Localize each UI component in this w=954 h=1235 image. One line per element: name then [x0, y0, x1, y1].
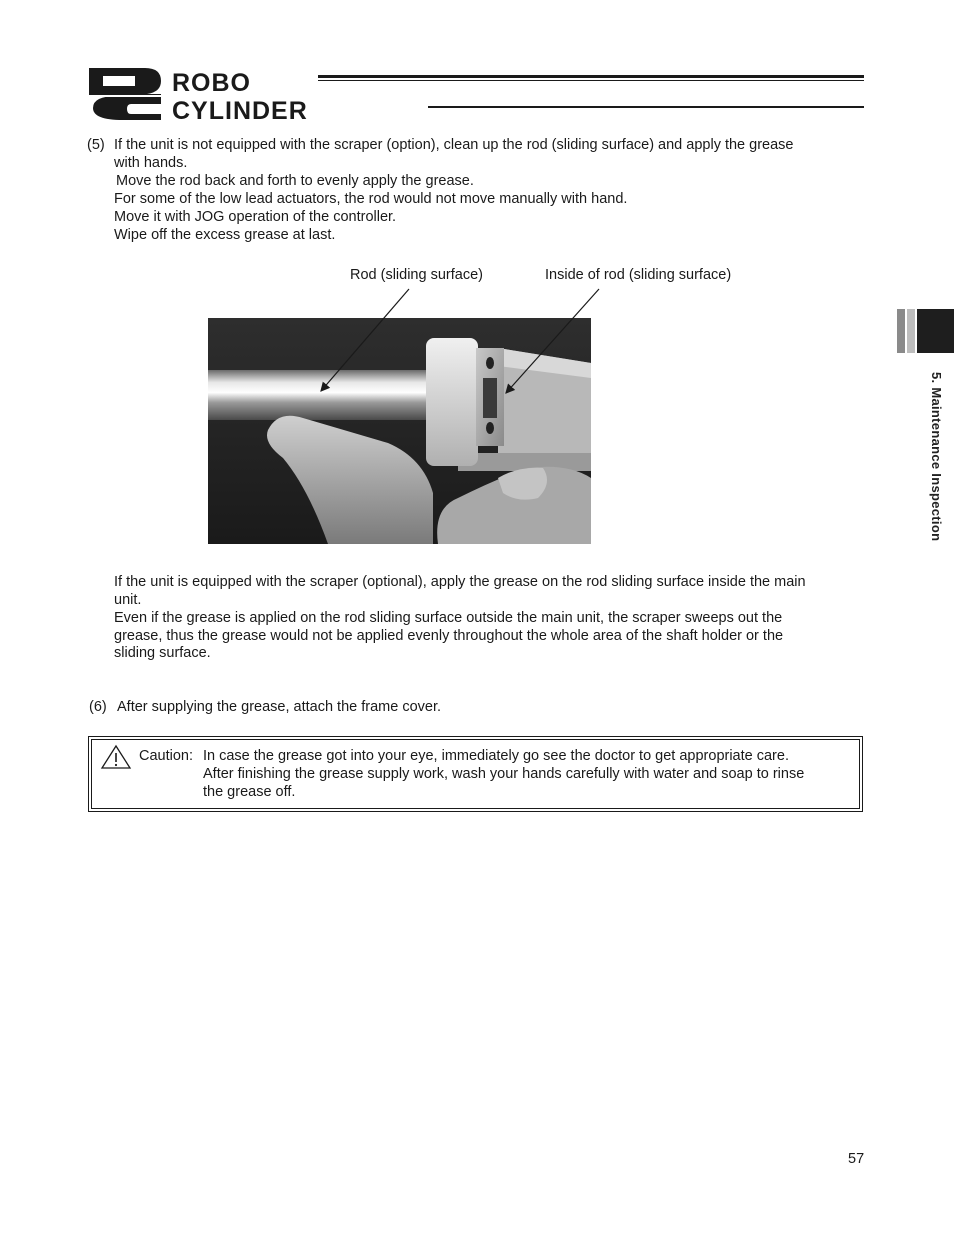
- scraper-note-line3: Even if the grease is applied on the rod sliding surface outside the main unit, the scraper sweeps out the: [114, 610, 783, 626]
- step5-line3: Move the rod back and forth to evenly apply the grease.: [116, 173, 474, 189]
- figure-label-rod: Rod (sliding surface): [350, 267, 483, 283]
- grease-application-photo: [208, 318, 591, 544]
- chapter-tab: [897, 309, 954, 353]
- header-rule-bottom: [428, 106, 864, 108]
- step5-line2: with hands.: [114, 155, 188, 171]
- scraper-note-line5: sliding surface.: [114, 645, 211, 661]
- page-number: 57: [848, 1151, 865, 1167]
- step5-line1: If the unit is not equipped with the scraper (option), clean up the rod (sliding surface) and apply the grease: [114, 137, 794, 153]
- chapter-tab-dark-block: [917, 309, 954, 353]
- step5-number: (5): [87, 137, 105, 153]
- scraper-note-line2: unit.: [114, 592, 142, 608]
- header-rule-top: [318, 75, 864, 78]
- logo-line1: ROBO: [172, 69, 251, 97]
- chapter-tab-light-strip: [907, 309, 915, 353]
- step5-line4: For some of the low lead actuators, the rod would not move manually with hand.: [114, 191, 628, 207]
- figure-label-inside-rod: Inside of rod (sliding surface): [545, 267, 732, 283]
- logo-line2: CYLINDER: [172, 97, 308, 122]
- scraper-note-line4: grease, thus the grease would not be applied evenly throughout the whole area of the shaft holder or the: [114, 628, 784, 644]
- chapter-tab-gray-strip: [897, 309, 905, 353]
- step5-line5: Move it with JOG operation of the controller.: [114, 209, 397, 225]
- caution-label: Caution:: [139, 748, 194, 764]
- scraper-note-line1: If the unit is equipped with the scraper (optional), apply the grease on the rod sliding surface inside the main: [114, 574, 806, 590]
- step6-text: After supplying the grease, attach the frame cover.: [117, 699, 442, 715]
- caution-line1: In case the grease got into your eye, immediately go see the doctor to get appropriate care.: [203, 748, 789, 764]
- step5-line6: Wipe off the excess grease at last.: [114, 227, 336, 243]
- warning-triangle-icon: [100, 744, 132, 770]
- chapter-label: 5. Maintenance Inspection: [929, 372, 944, 542]
- step6-number: (6): [89, 699, 107, 715]
- caution-line2: After finishing the grease supply work, wash your hands carefully with water and soap to rinse: [203, 766, 805, 782]
- header-rule-top-thin: [318, 80, 864, 81]
- caution-line3: the grease off.: [203, 784, 296, 800]
